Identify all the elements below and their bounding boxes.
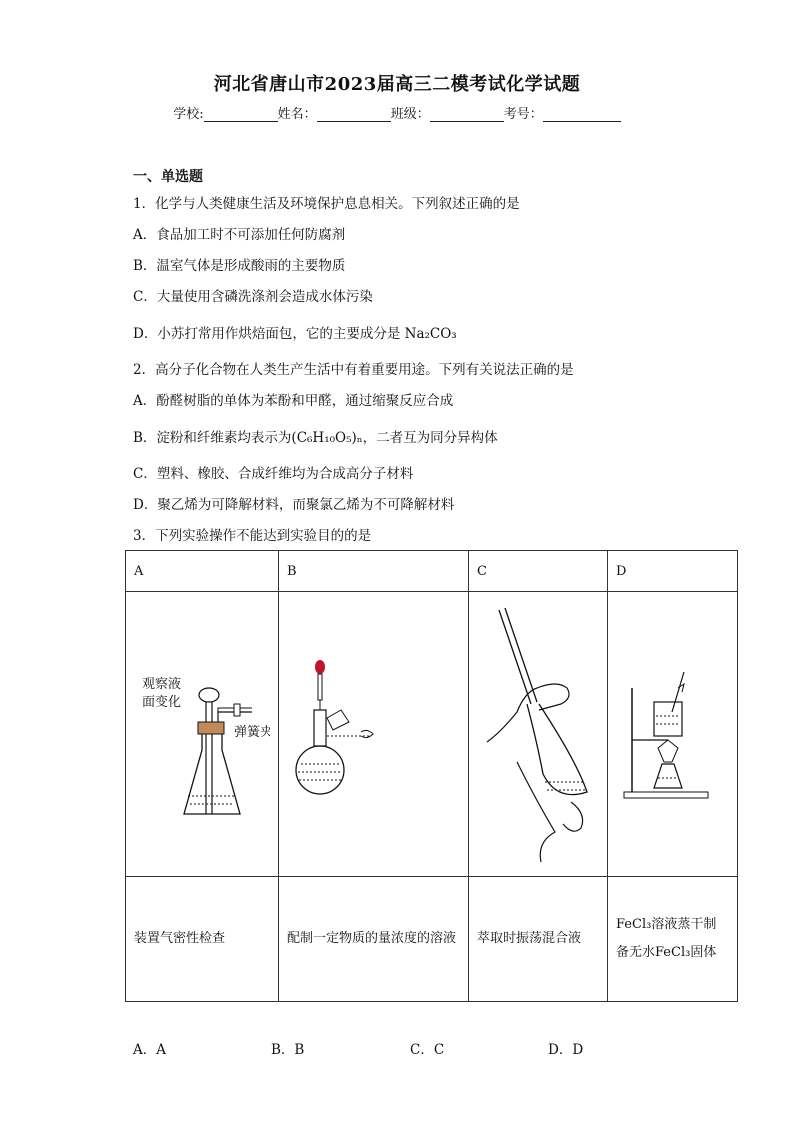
school-label: 学校: (173, 107, 204, 122)
flame-icon (658, 740, 678, 762)
fig-a-label-1: 观察液 (142, 677, 182, 692)
q3-header-d: D (608, 551, 738, 592)
class-blank[interactable] (430, 107, 504, 122)
q1-option-c: C．大量使用含磷洗涤剂会造成水体污染 (133, 289, 373, 305)
q3-figure-c-cell (469, 592, 608, 877)
q3-desc-b: 配制一定物质的量浓度的溶液 (279, 877, 469, 1002)
number-label: 考号： (503, 107, 543, 122)
q1-option-b: B．温室气体是形成酸雨的主要物质 (133, 258, 346, 274)
section-heading: 一、单选题 (133, 169, 203, 185)
q2-option-b-text1: B．淀粉和纤维素均表示为 (133, 430, 292, 446)
eye-icon (361, 730, 373, 737)
q2-option-c: C．塑料、橡胶、合成纤维均为合成高分子材料 (133, 466, 414, 482)
evaporation-figure (616, 592, 729, 872)
q3-figure-d-cell (608, 592, 738, 877)
q1-option-d-text: D．小苏打常用作烘焙面包，它的主要成分是 (133, 326, 401, 342)
q3-desc-d: FeCl₃溶液蒸干制备无水FeCl₃固体 (608, 877, 738, 1002)
q3-choice-b[interactable]: B．B (271, 1042, 305, 1058)
separatory-funnel-figure (477, 592, 599, 872)
q2-option-a: A．酚醛树脂的单体为苯酚和甲醛，通过缩聚反应合成 (133, 393, 454, 409)
q3-choice-c[interactable]: C．C (410, 1042, 445, 1058)
q3-header-a: A (126, 551, 279, 592)
q1-option-a: A．食品加工时不可添加任何防腐剂 (133, 227, 346, 243)
q3-desc-c: 萃取时振荡混合液 (469, 877, 608, 1002)
q3-choice-d[interactable]: D．D (548, 1042, 584, 1058)
q2-option-d: D．聚乙烯为可降解材料，而聚氯乙烯为不可降解材料 (133, 497, 455, 513)
q3-header-c: C (469, 551, 608, 592)
q1-option-d-formula: Na₂CO₃ (404, 326, 457, 342)
q2-stem: 2．高分子化合物在人类生产生活中有着重要用途。下列有关说法正确的是 (133, 362, 574, 378)
dropper-bulb-icon (315, 660, 325, 674)
q3-choice-a[interactable]: A．A (133, 1042, 166, 1058)
fig-a-label-3: 弹簧夹 (234, 725, 270, 740)
q2-option-b-text2: ，二者互为同分异构体 (362, 430, 498, 446)
q3-header-b: B (279, 551, 469, 592)
number-blank[interactable] (543, 107, 621, 122)
class-label: 班级： (390, 107, 430, 122)
q3-desc-a: 装置气密性检查 (126, 877, 279, 1002)
student-info-line (0, 103, 794, 122)
q3-stem: 3．下列实验操作不能达到实验目的的是 (133, 528, 372, 544)
page-title: 河北省唐山市2023届高三二模考试化学试题 (213, 74, 581, 95)
q1-stem: 1．化学与人类健康生活及环境保护息息相关。下列叙述正确的是 (133, 196, 520, 212)
hand-bottom-icon (517, 762, 555, 862)
q1-option-d (133, 322, 457, 342)
volumetric-flask-figure (287, 592, 460, 872)
airtight-check-figure (134, 592, 270, 872)
hand-top-icon (487, 684, 569, 742)
name-blank[interactable] (317, 107, 391, 122)
q3-figure-b-cell (279, 592, 469, 877)
q2-option-b (133, 426, 498, 446)
q2-option-b-formula: (C₆H₁₀O₅)ₙ (291, 430, 363, 446)
school-blank[interactable] (204, 107, 278, 122)
q3-figure-a-cell (126, 592, 279, 877)
q3-table (125, 550, 738, 1002)
fig-a-label-2: 面变化 (142, 695, 182, 710)
name-label: 姓名： (277, 107, 317, 122)
